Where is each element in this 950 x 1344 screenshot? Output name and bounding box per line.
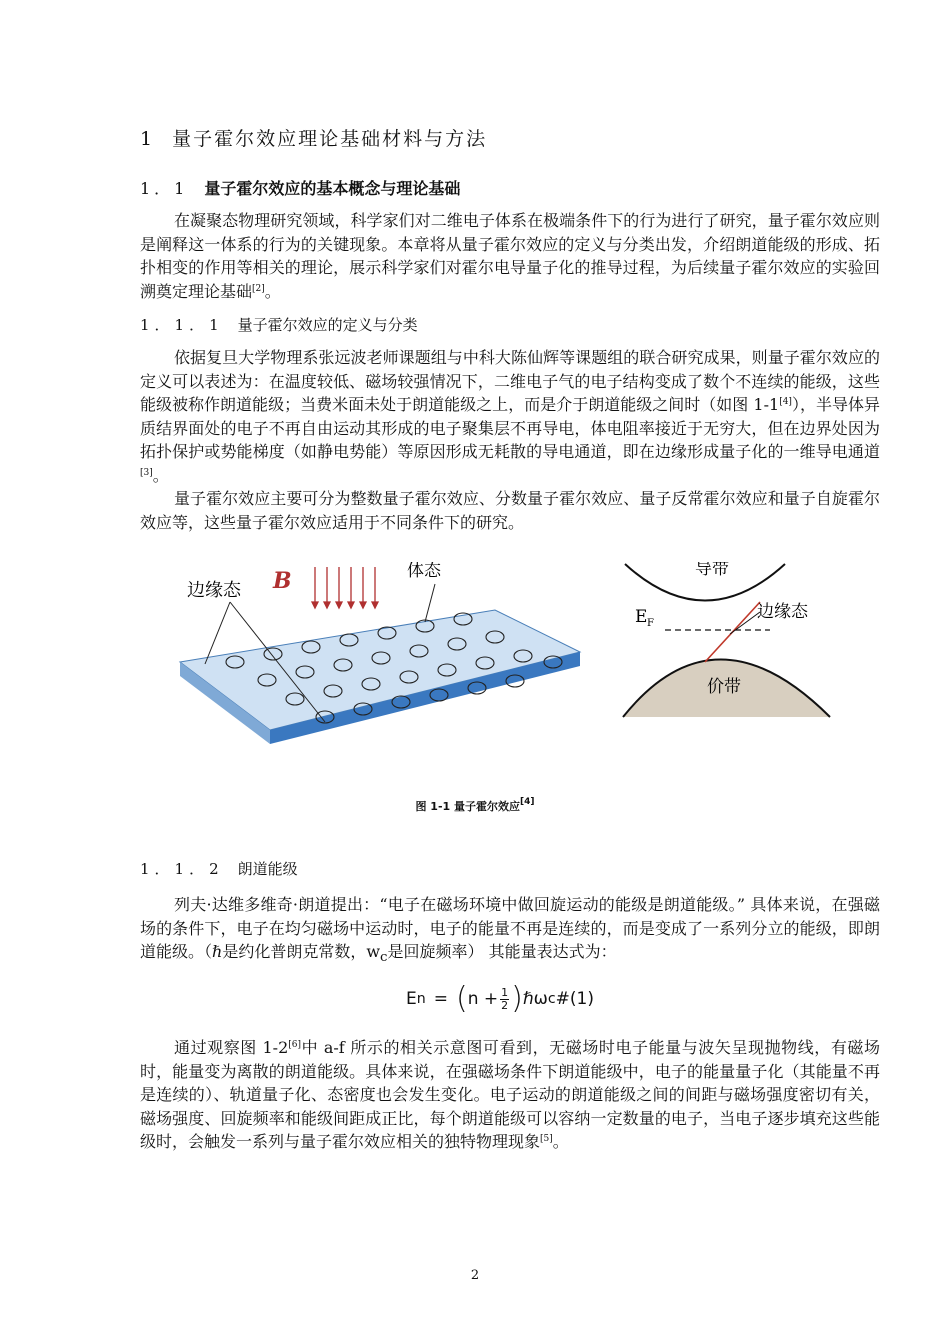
hbar-symbol: ℏ bbox=[212, 942, 223, 961]
citation: [2] bbox=[252, 283, 265, 294]
label-field-B: B bbox=[273, 568, 292, 594]
section-number: 1．1 bbox=[140, 179, 189, 198]
chapter-number: 1 bbox=[140, 128, 155, 150]
intro-paragraph bbox=[140, 209, 880, 303]
fraction-denominator: 2 bbox=[501, 998, 509, 1012]
subsection-title: 朗道能级 bbox=[237, 860, 298, 878]
label-fermi-sub: F bbox=[647, 618, 654, 629]
landau-text: 列夫·达维多维奇·朗道提出：“电子在磁场环境中做回旋运动的能级是朗道能级。” 具体来说，在强磁场的条件下，电子在均匀磁场中运动时，电子的能量不再是连续的，而是变成了一系列分立的能级，即朗道能级。（ bbox=[140, 895, 880, 961]
chapter-title: 量子霍尔效应理论基础材料与方法 bbox=[172, 128, 488, 150]
magnetic-field-arrows bbox=[312, 567, 378, 608]
wc-subscript: c bbox=[380, 950, 388, 966]
subsection-number: 1．1．1 bbox=[140, 316, 224, 334]
period: 。 bbox=[152, 465, 169, 485]
intro-text: 在凝聚态物理研究领域，科学家们对二维电子体系在极端条件下的行为进行了研究，量子霍尔效应则是阐释这一体系的行为的关键现象。本章将从量子霍尔效应的定义与分类出发，介绍朗道能级的形成、拓扑相变的作用等相关的理论，展示科学家们对霍尔电导量子化的推导过程，为后续量子霍尔效应的实验回溯奠定理论基础 bbox=[140, 211, 880, 301]
label-edge-state: 边缘态 bbox=[187, 580, 241, 601]
obs-text: 通过观察图 1-2 bbox=[174, 1038, 289, 1057]
citation: [4] bbox=[779, 397, 792, 407]
citation: [5] bbox=[540, 1134, 553, 1144]
observation-paragraph bbox=[140, 1036, 880, 1154]
figure-quantum-hall bbox=[175, 562, 835, 776]
page-number: 2 bbox=[470, 1268, 480, 1283]
obs-text-cont: 中 a-f 所示的相关示意图可看到，无磁场时电子能量与波矢呈现抛物线，有磁场时，能量变为离散的朗道能级。具体来说，在强磁场条件下朗道能级中，电子的能量量子化（其能量不再是连续的）、轨道量子化、态密度也会发生变化。电子运动的朗道能级之间的间距与磁场强度密切有关，磁场强度、回旋频率和能级间距成正比，每个朗道能级可以容纳一定数量的电子，当电子逐步填充这些能级时，会触发一系列与量子霍尔效应相关的独特物理现象 bbox=[140, 1038, 880, 1151]
formula-E: E bbox=[406, 989, 417, 1009]
definition-paragraph bbox=[140, 346, 880, 534]
figure-caption bbox=[0, 798, 950, 814]
classification-text: 量子霍尔效应主要可分为整数量子霍尔效应、分数量子霍尔效应、量子反常霍尔效应和量子自旋霍尔效应等，这些量子霍尔效应适用于不同条件下的研究。 bbox=[140, 489, 880, 532]
subsection-number: 1．1．2 bbox=[140, 860, 224, 878]
citation: [4] bbox=[520, 797, 535, 807]
landau-paragraph bbox=[140, 893, 880, 970]
landau-formula bbox=[406, 981, 594, 1016]
label-conduction-band: 导带 bbox=[695, 562, 729, 579]
fraction-numerator: 1 bbox=[501, 985, 509, 999]
formula-fraction bbox=[500, 987, 509, 1012]
label-valence-band: 价带 bbox=[707, 677, 741, 697]
label-fermi-E: E bbox=[635, 607, 648, 627]
formula-lparen: ( bbox=[455, 981, 468, 1016]
period: 。 bbox=[264, 281, 281, 301]
landau-text-end: 是回旋频率） 其能量表达式为： bbox=[387, 942, 617, 961]
subsection-heading-landau bbox=[140, 858, 298, 879]
section-heading bbox=[140, 176, 460, 199]
label-bulk-state: 体态 bbox=[407, 562, 441, 581]
formula-sub-c: c bbox=[547, 991, 556, 1007]
citation: [6] bbox=[288, 1040, 302, 1050]
subsection-heading-definition bbox=[140, 314, 418, 335]
section-title: 量子霍尔效应的基本概念与理论基础 bbox=[204, 179, 461, 198]
band-diagram bbox=[623, 562, 830, 717]
definition-text-cont: ），半导体异质结界面处的电子不再自由运动其形成的电子聚集层不再导电，体电阻率接近于无穷大，但在边界处因为拓扑保护或势能梯度（如静电势能）等原因形成无耗散的导电通道，即在边缘形成量子化的一维导电通道 bbox=[140, 395, 880, 461]
chapter-heading bbox=[140, 124, 487, 151]
label-edge-state-right: 边缘态 bbox=[757, 602, 808, 622]
formula-equals: = bbox=[433, 989, 448, 1009]
definition-text: 依据复旦大学物理系张远波老师课题组与中科大陈仙辉等课题组的联合研究成果，则量子霍尔效应的定义可以表述为：在温度较低、磁场较强情况下，二维电子气的电子结构变成了数个不连续的能级，这些能级被称作朗道能级；当费米面未处于朗道能级之上，而是介于朗道能级之间时（如图 1-1 bbox=[140, 348, 880, 414]
period: 。 bbox=[552, 1132, 569, 1151]
formula-sub-n: n bbox=[416, 991, 426, 1007]
bulk-pointer-line bbox=[425, 584, 435, 622]
citation: [3] bbox=[140, 467, 153, 478]
formula-tag: #(1) bbox=[555, 989, 594, 1009]
formula-hbar-omega: ℏω bbox=[522, 989, 548, 1009]
formula-rparen: ) bbox=[511, 981, 523, 1016]
figure-illustration bbox=[175, 562, 835, 772]
edge-pointer bbox=[730, 612, 760, 634]
subsection-title: 量子霍尔效应的定义与分类 bbox=[237, 316, 418, 334]
landau-text-cont: 是约化普朗克常数，w bbox=[222, 942, 381, 961]
formula-n: n + bbox=[467, 989, 499, 1009]
caption-text: 图 1-1 量子霍尔效应 bbox=[415, 800, 521, 813]
